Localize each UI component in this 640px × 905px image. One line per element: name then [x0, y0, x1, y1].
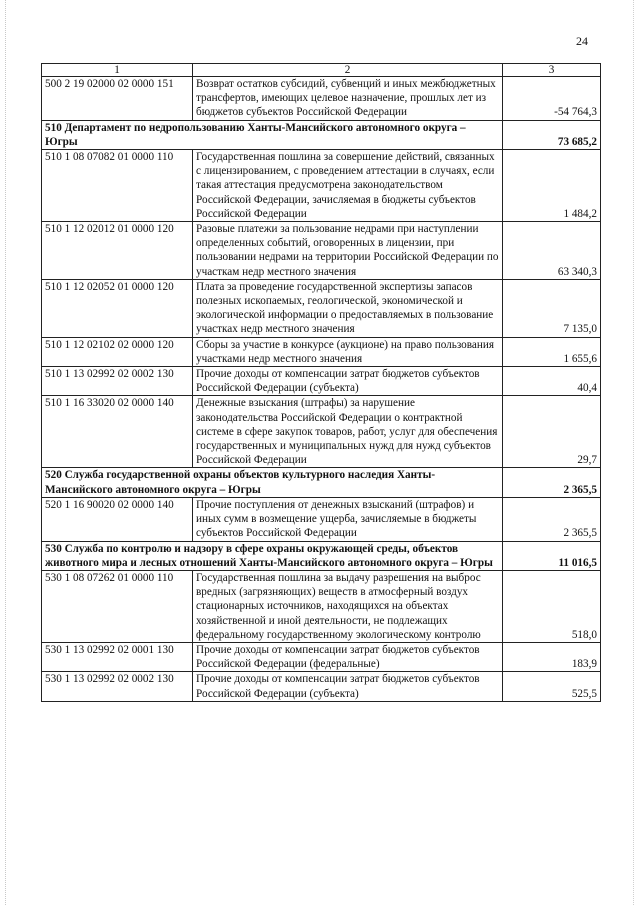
revenue-amount: 183,9: [503, 642, 601, 671]
budget-code: 510 1 12 02052 01 0000 120: [42, 279, 193, 337]
scan-edge-left: [5, 0, 10, 905]
revenue-description: Разовые платежи за пользование недрами при наступлении определенных событий, оговоренных в лицензии, при пользовании недрами на территории Российской Федерации по участкам недр местного значения: [193, 222, 503, 280]
revenue-amount: 29,7: [503, 396, 601, 468]
department-row: [42, 120, 601, 149]
revenue-amount: 1 484,2: [503, 150, 601, 222]
department-name: 530 Служба по контролю и надзору в сфере охраны окружающей среды, объектов животного мира и лесных отношений Ханты-Мансийского автономного округа – Югры: [42, 541, 503, 570]
column-header-3: 3: [503, 64, 601, 77]
revenue-amount: 518,0: [503, 570, 601, 642]
table-row: [42, 570, 601, 642]
budget-code: 520 1 16 90020 02 0000 140: [42, 497, 193, 541]
revenue-amount: 7 135,0: [503, 279, 601, 337]
revenue-amount: -54 764,3: [503, 77, 601, 121]
budget-code: 530 1 13 02992 02 0002 130: [42, 672, 193, 701]
revenue-description: Возврат остатков субсидий, субвенций и иных межбюджетных трансфертов, имеющих целевое назначение, прошлых лет из бюджетов субъектов Российской Федерации: [193, 77, 503, 121]
revenue-description: Денежные взыскания (штрафы) за нарушение законодательства Российской Федерации о контрактной системе в сфере закупок товаров, работ, услуг для обеспечения государственных и муниципальных нужд для нужд субъектов Российской Федерации: [193, 396, 503, 468]
department-total: 2 365,5: [503, 468, 601, 497]
revenue-amount: 1 655,6: [503, 337, 601, 366]
department-total: 11 016,5: [503, 541, 601, 570]
revenue-amount: 525,5: [503, 672, 601, 701]
table-row: [42, 337, 601, 366]
table-row: [42, 367, 601, 396]
budget-code: 510 1 12 02012 01 0000 120: [42, 222, 193, 280]
scan-edge-right: [629, 0, 634, 905]
table-row: [42, 77, 601, 121]
revenue-description: Плата за проведение государственной экспертизы запасов полезных ископаемых, геологической, экономической и экологической информации о предоставляемых в пользование участках недр местного значения: [193, 279, 503, 337]
department-total: 73 685,2: [503, 120, 601, 149]
page-number: 24: [576, 34, 588, 48]
department-row: [42, 468, 601, 497]
revenue-description: Прочие доходы от компенсации затрат бюджетов субъектов Российской Федерации (субъекта): [193, 672, 503, 701]
budget-code: 500 2 19 02000 02 0000 151: [42, 77, 193, 121]
table-row: [42, 642, 601, 671]
revenue-description: Государственная пошлина за совершение действий, связанных с лицензированием, с проведением аттестации в случаях, если такая аттестация предусмотрена законодательством Российской Федерации, зачисляемая в бюджеты субъектов Российской Федерации: [193, 150, 503, 222]
budget-code: 510 1 13 02992 02 0002 130: [42, 367, 193, 396]
budget-code: 530 1 13 02992 02 0001 130: [42, 642, 193, 671]
budget-code: 530 1 08 07262 01 0000 110: [42, 570, 193, 642]
revenue-description: Государственная пошлина за выдачу разрешения на выброс вредных (загрязняющих) веществ в атмосферный воздух стационарных источников, находящихся на объектах хозяйственной и иной деятельности, не подлежащих федеральному государственному экологическому контролю: [193, 570, 503, 642]
table-row: [42, 672, 601, 701]
revenue-amount: 2 365,5: [503, 497, 601, 541]
table-header-row: [42, 64, 601, 77]
revenue-description: Сборы за участие в конкурсе (аукционе) на право пользования участками недр местного значения: [193, 337, 503, 366]
table-row: [42, 497, 601, 541]
revenue-amount: 40,4: [503, 367, 601, 396]
table-row: [42, 222, 601, 280]
column-header-2: 2: [193, 64, 503, 77]
department-name: 510 Департамент по недропользованию Ханты-Мансийского автономного округа – Югры: [42, 120, 503, 149]
column-header-1: 1: [42, 64, 193, 77]
table-row: [42, 279, 601, 337]
budget-code: 510 1 12 02102 02 0000 120: [42, 337, 193, 366]
budget-revenue-table: [41, 63, 601, 702]
table-row: [42, 396, 601, 468]
revenue-description: Прочие поступления от денежных взысканий (штрафов) и иных сумм в возмещение ущерба, зачисляемые в бюджеты субъектов Российской Федерации: [193, 497, 503, 541]
department-row: [42, 541, 601, 570]
budget-code: 510 1 08 07082 01 0000 110: [42, 150, 193, 222]
department-name: 520 Служба государственной охраны объектов культурного наследия Ханты-Мансийского автономного округа – Югры: [42, 468, 503, 497]
table-row: [42, 150, 601, 222]
revenue-description: Прочие доходы от компенсации затрат бюджетов субъектов Российской Федерации (субъекта): [193, 367, 503, 396]
table-body: [42, 77, 601, 702]
budget-code: 510 1 16 33020 02 0000 140: [42, 396, 193, 468]
revenue-description: Прочие доходы от компенсации затрат бюджетов субъектов Российской Федерации (федеральные): [193, 642, 503, 671]
revenue-amount: 63 340,3: [503, 222, 601, 280]
